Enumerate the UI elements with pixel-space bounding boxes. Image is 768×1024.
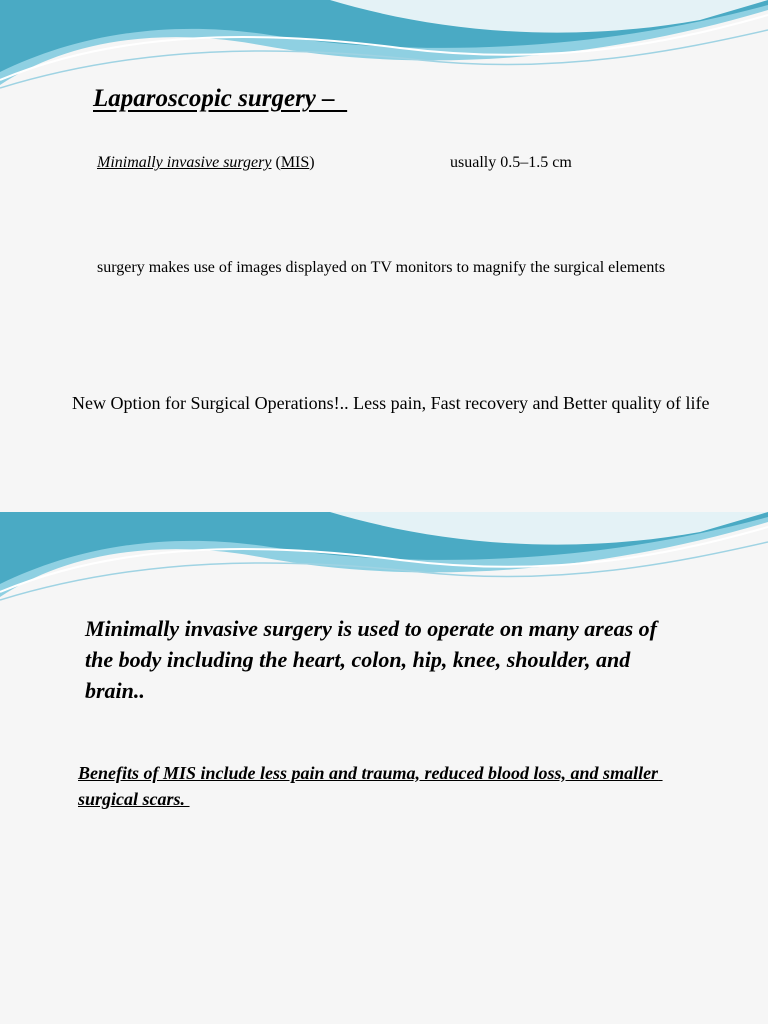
mis-benefits: Benefits of MIS include less pain and trauma, reduced blood loss, and smaller surgical scars. [78, 763, 663, 809]
slide-2 [0, 512, 768, 1024]
mis-abbreviation: MIS [280, 154, 310, 171]
page-title: Laparoscopic surgery – [93, 85, 348, 112]
mis-close: ) [309, 154, 315, 171]
mis-definition [97, 154, 315, 172]
mis-open: ( [271, 154, 281, 171]
new-option-statement: New Option for Surgical Operations!.. Less pain, Fast recovery and Better quality of life [72, 393, 710, 413]
tv-monitor-description: surgery makes use of images displayed on TV monitors to magnify the surgical elements [97, 259, 666, 276]
incision-size: usually 0.5–1.5 cm [450, 154, 572, 171]
header-wave-decoration-2 [0, 512, 768, 612]
mis-body-areas: Minimally invasive surgery is used to operate on many areas of the body including the heart, colon, hip, knee, shoulder, and brain.. [85, 616, 657, 703]
mis-term: Minimally invasive surgery [97, 154, 272, 171]
